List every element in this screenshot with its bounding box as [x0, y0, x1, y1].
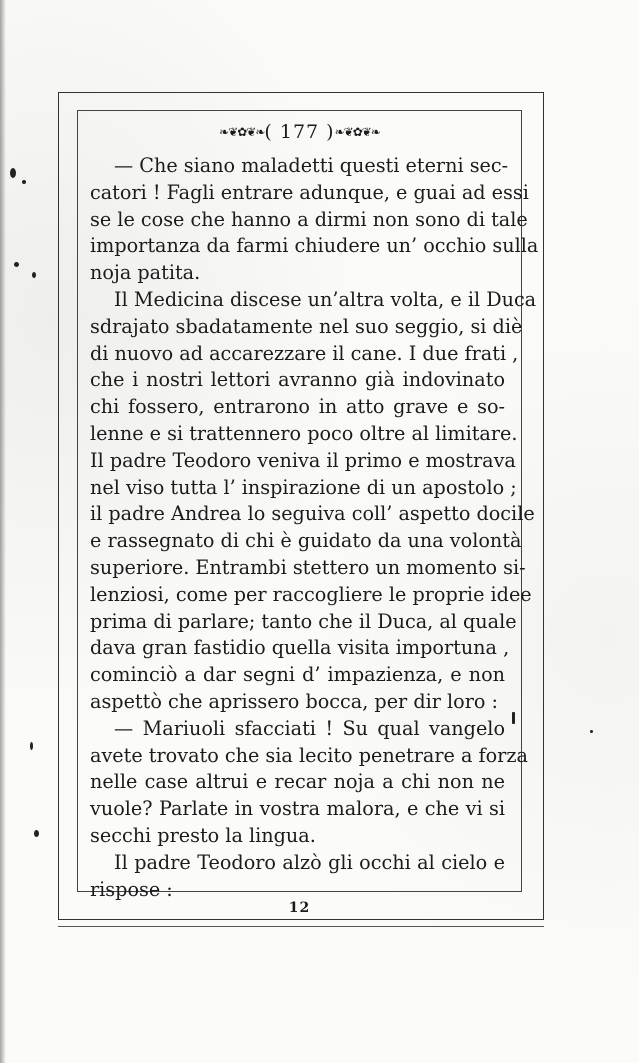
- text-line: rispose :: [90, 877, 173, 901]
- text-line: se le cose che hanno a dirmi non sono di tale: [90, 207, 528, 231]
- text-line: avete trovato che sia lecito penetrare a forza: [90, 743, 528, 767]
- text-line: vuole? Parlate in vostra malora, e che vi si: [90, 797, 505, 821]
- frame-foot-rule: [58, 926, 544, 927]
- running-head: [77, 121, 522, 143]
- left-ornament-icon: ❧❦✿❦❧: [219, 125, 265, 139]
- margin-speck: [512, 712, 515, 724]
- text-line: nelle case altrui e recar noja a chi non ne: [90, 770, 505, 794]
- text-line: — Mariuoli sfacciati ! Su qual vangelo: [114, 716, 505, 740]
- text-line: e rassegnato di chi è guidato da una volontà: [90, 529, 522, 553]
- margin-speck: [34, 830, 39, 837]
- text-line: aspettò che aprissero bocca, per dir loro :: [90, 689, 498, 713]
- text-line: Il padre Teodoro veniva il primo e mostrava: [90, 448, 516, 472]
- text-line: catori ! Fagli entrare adunque, e guai ad essi: [90, 180, 529, 204]
- margin-speck: [30, 742, 33, 750]
- text-line: sdrajato sbadatamente nel suo seggio, si diè: [90, 314, 523, 338]
- text-line: lenne e si trattennero poco oltre al limitare.: [90, 421, 518, 445]
- text-line: Il padre Teodoro alzò gli occhi al cielo e: [114, 850, 505, 874]
- text-line: — Che siano maladetti questi eterni sec-: [114, 154, 509, 177]
- margin-speck: [14, 262, 19, 267]
- binding-shadow: [0, 0, 6, 1063]
- text-line: cominciò a dar segni d’ impazienza, e non: [90, 663, 505, 687]
- text-line: dava gran fastidio quella visita importuna ,: [90, 636, 510, 660]
- text-line: prima di parlare; tanto che il Duca, al quale: [90, 609, 517, 633]
- body-text: [90, 153, 539, 903]
- close-paren: ): [319, 121, 335, 143]
- margin-speck: [32, 272, 36, 278]
- signature-mark: 12: [288, 900, 311, 916]
- text-line: lenziosi, come per raccogliere le proprie idee: [90, 582, 532, 606]
- text-line: nel viso tutta l’ inspirazione di un apostolo ;: [90, 475, 517, 499]
- open-paren: (: [264, 121, 280, 143]
- right-ornament-icon: ❧❦✿❦❧: [334, 125, 380, 139]
- page-number-head: 177: [279, 121, 320, 143]
- text-line: noja patita.: [90, 261, 201, 285]
- text-line: importanza da farmi chiudere un’ occhio sulla: [90, 234, 539, 258]
- text-line: chi fossero, entrarono in atto grave e so-: [90, 395, 505, 419]
- text-line: superiore. Entrambi stettero un momento si-: [90, 555, 526, 579]
- text-line: il padre Andrea lo seguiva coll’ aspetto docile: [90, 502, 535, 526]
- text-line: di nuovo ad accarezzare il cane. I due frati ,: [90, 341, 519, 365]
- margin-speck: [590, 730, 593, 733]
- text-line: secchi presto la lingua.: [90, 823, 316, 847]
- text-line: che i nostri lettori avranno già indovinato: [90, 368, 505, 392]
- margin-speck: [22, 180, 26, 184]
- margin-speck: [10, 168, 16, 178]
- text-line: Il Medicina discese un’altra volta, e il Duca: [114, 287, 537, 311]
